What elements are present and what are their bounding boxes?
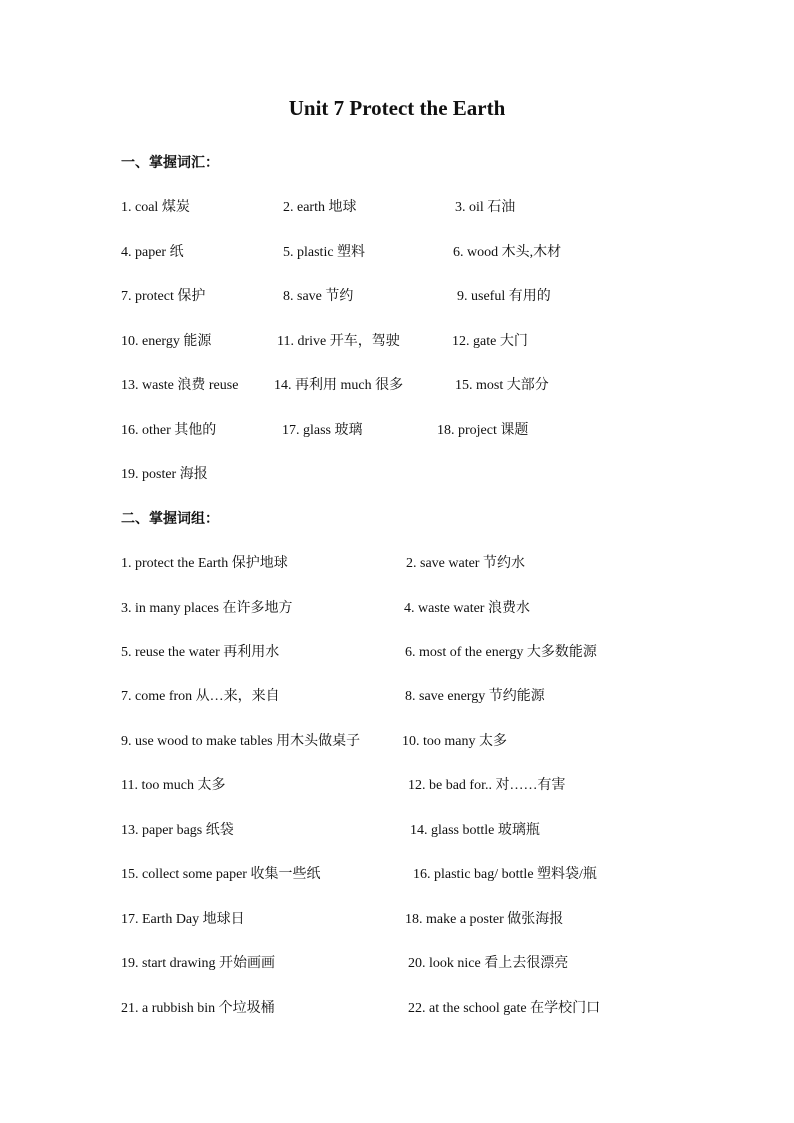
phrase-item: 9. use wood to make tables 用木头做桌子 bbox=[121, 734, 361, 749]
phrase-item: 11. too much 太多 bbox=[121, 778, 226, 793]
phrase-row bbox=[121, 997, 681, 1019]
phrase-item: 1. protect the Earth 保护地球 bbox=[121, 556, 288, 571]
section-heading-vocabulary: 一、掌握词汇： bbox=[121, 156, 219, 171]
phrase-item: 3. in many places 在许多地方 bbox=[121, 601, 293, 616]
phrase-row bbox=[121, 552, 681, 574]
phrase-item: 6. most of the energy 大多数能源 bbox=[405, 645, 597, 660]
phrase-item: 12. be bad for.. 对……有害 bbox=[408, 778, 566, 793]
phrase-item: 17. Earth Day 地球日 bbox=[121, 912, 245, 927]
vocab-row bbox=[121, 419, 681, 441]
phrase-row bbox=[121, 730, 681, 752]
phrase-item: 14. glass bottle 玻璃瓶 bbox=[410, 823, 540, 838]
vocab-item: 14. 再利用 much 很多 bbox=[274, 378, 404, 393]
section-heading-phrases: 二、掌握词组： bbox=[121, 512, 219, 527]
phrase-item: 15. collect some paper 收集一些纸 bbox=[121, 867, 321, 882]
phrase-item: 8. save energy 节约能源 bbox=[405, 689, 545, 704]
vocab-item: 4. paper 纸 bbox=[121, 245, 184, 260]
vocab-item: 12. gate 大门 bbox=[452, 334, 528, 349]
vocab-row bbox=[121, 285, 681, 307]
page-title: Unit 7 Protect the Earth bbox=[288, 96, 506, 120]
vocab-item: 10. energy 能源 bbox=[121, 334, 212, 349]
vocab-item: 11. drive 开车，驾驶 bbox=[277, 334, 400, 349]
phrase-row bbox=[121, 952, 681, 974]
phrase-row bbox=[121, 863, 681, 885]
vocab-item: 2. earth 地球 bbox=[283, 200, 357, 215]
vocab-item: 3. oil 石油 bbox=[455, 200, 516, 215]
phrase-item: 13. paper bags 纸袋 bbox=[121, 823, 234, 838]
vocab-item: 5. plastic 塑料 bbox=[283, 245, 366, 260]
phrase-item: 4. waste water 浪费水 bbox=[404, 601, 530, 616]
phrase-row bbox=[121, 819, 681, 841]
phrase-row bbox=[121, 641, 681, 663]
vocab-row bbox=[121, 463, 681, 485]
vocab-item: 19. poster 海报 bbox=[121, 467, 208, 482]
vocab-row bbox=[121, 330, 681, 352]
phrase-item: 21. a rubbish bin 个垃圾桶 bbox=[121, 1001, 275, 1016]
phrase-item: 18. make a poster 做张海报 bbox=[405, 912, 564, 927]
vocab-row bbox=[121, 241, 681, 263]
phrase-item: 16. plastic bag/ bottle 塑料袋/瓶 bbox=[413, 867, 597, 882]
vocab-item: 13. waste 浪费 reuse bbox=[121, 378, 239, 393]
phrase-item: 2. save water 节约水 bbox=[406, 556, 525, 571]
vocab-item: 7. protect 保护 bbox=[121, 289, 206, 304]
vocab-item: 1. coal 煤炭 bbox=[121, 200, 190, 215]
phrase-item: 7. come fron 从…来，来自 bbox=[121, 689, 280, 704]
phrase-item: 5. reuse the water 再利用水 bbox=[121, 645, 280, 660]
phrase-row bbox=[121, 597, 681, 619]
phrase-row bbox=[121, 774, 681, 796]
vocab-row bbox=[121, 196, 681, 218]
phrase-item: 10. too many 太多 bbox=[402, 734, 507, 749]
vocab-item: 17. glass 玻璃 bbox=[282, 423, 363, 438]
vocab-row bbox=[121, 374, 681, 396]
phrase-item: 20. look nice 看上去很漂亮 bbox=[408, 956, 569, 971]
vocab-item: 9. useful 有用的 bbox=[457, 289, 551, 304]
vocab-item: 6. wood 木头,木材 bbox=[453, 245, 562, 260]
phrase-item: 22. at the school gate 在学校门口 bbox=[408, 1001, 601, 1016]
vocab-item: 8. save 节约 bbox=[283, 289, 354, 304]
vocab-item: 18. project 课题 bbox=[437, 423, 529, 438]
vocab-item: 16. other 其他的 bbox=[121, 423, 217, 438]
vocab-item: 15. most 大部分 bbox=[455, 378, 549, 393]
phrase-row bbox=[121, 908, 681, 930]
phrase-row bbox=[121, 685, 681, 707]
phrase-item: 19. start drawing 开始画画 bbox=[121, 956, 275, 971]
